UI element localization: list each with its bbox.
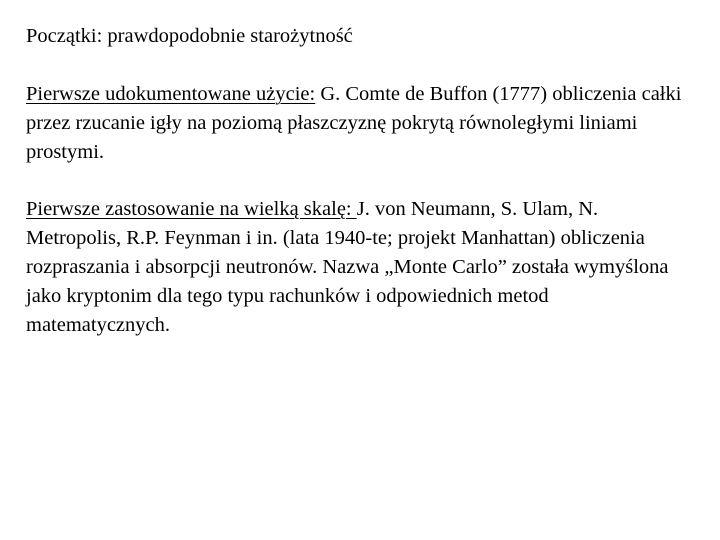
first-large-scale-use-text: J. von Neumann, S. Ulam, N. Metropolis, R.P. Feynman i in. (lata 1940-te; projekt Manhattan) obliczenia rozpraszania i absorpcji neutronów. Nazwa „Monte Carlo” została wymyślona jako kryptonim dla tego typu rachunków i odpowiednich metod matematycznych. bbox=[26, 198, 669, 336]
origins-paragraph bbox=[26, 22, 696, 51]
first-documented-use-paragraph bbox=[26, 80, 696, 167]
first-large-scale-use-label: Pierwsze zastosowanie na wielką skalę: bbox=[26, 198, 357, 220]
first-documented-use-label: Pierwsze udokumentowane użycie: bbox=[26, 83, 316, 105]
first-documented-use-text: G. Comte de Buffon (1777) obliczenia całki przez rzucanie igły na poziomą płaszczyznę pokrytą równoległymi liniami prostymi. bbox=[26, 83, 682, 163]
origins-text: Początki: prawdopodobnie starożytność bbox=[26, 25, 353, 47]
first-large-scale-use-paragraph bbox=[26, 195, 696, 340]
